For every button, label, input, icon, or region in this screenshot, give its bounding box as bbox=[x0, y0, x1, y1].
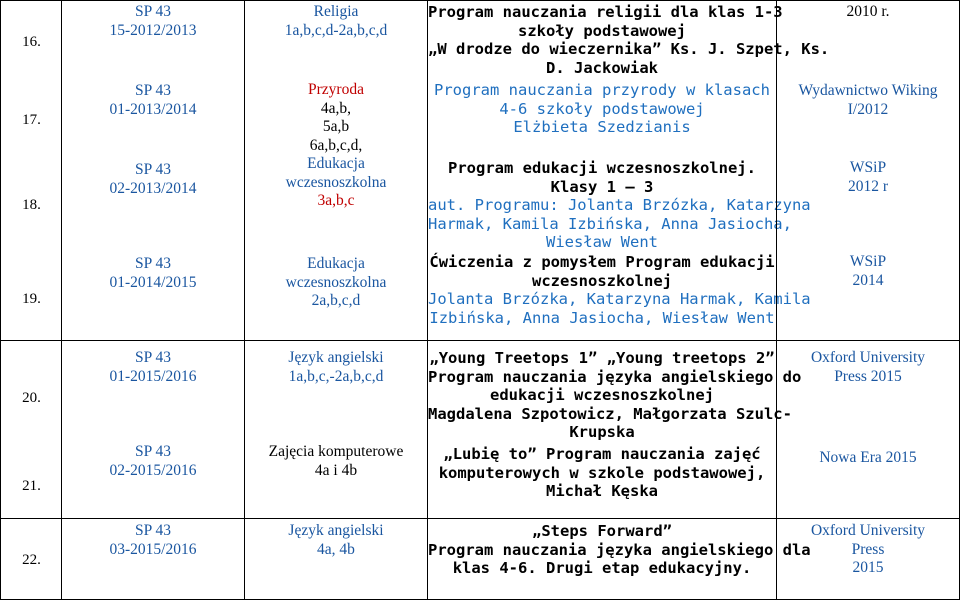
publisher-19: WSiP 2014 bbox=[849, 253, 887, 289]
table-block-20-21 bbox=[0, 340, 960, 519]
row-number-18: 18. bbox=[22, 197, 41, 213]
subject-column bbox=[244, 1, 427, 341]
program-description-column bbox=[427, 519, 811, 599]
publisher-column bbox=[776, 519, 960, 599]
subject-20: Język angielski 1a,b,c,-2a,b,c,d bbox=[288, 349, 384, 385]
row-number-16: 16. bbox=[22, 34, 41, 50]
row-number-22: 22. bbox=[22, 552, 41, 568]
publisher-column bbox=[776, 341, 960, 519]
program-19: Ćwiczenia z pomysłem Program edukacji wczesnoszkolnej Jolanta Brzózka, Katarzyna Harmak, Kamila Izbińska, Anna Jasiocha, Wiesław Went bbox=[428, 253, 811, 327]
program-description-column bbox=[427, 1, 830, 341]
row-number-19: 19. bbox=[22, 291, 41, 307]
program-description-column bbox=[427, 341, 802, 519]
subject-column bbox=[244, 519, 427, 599]
row-number-17: 17. bbox=[22, 112, 41, 128]
program-21: „Lubię to” Program nauczania zajęć komputerowych w szkole podstawowej, Michał Kęska bbox=[438, 445, 766, 500]
subject-21: Zajęcia komputerowe 4a i 4b bbox=[268, 443, 404, 479]
subject-22: Język angielski 4a, 4b bbox=[288, 522, 384, 558]
program-22: „Steps Forward” Program nauczania języka angielskiego dla klas 4-6. Drugi etap edukacyjny. bbox=[428, 522, 811, 577]
program-id-20: SP 43 01-2015/2016 bbox=[109, 349, 197, 385]
publisher-column bbox=[776, 1, 960, 341]
program-id-column bbox=[61, 1, 244, 341]
program-20: „Young Treetops 1” „Young treetops 2” Program nauczania języka angielskiego do edukacji wczesnoszkolnej Magdalena Szpotowicz, Małgorzata Szulc- Krupska bbox=[428, 349, 802, 441]
table-block-22 bbox=[0, 518, 960, 600]
program-16: Program nauczania religii dla klas 1-3 szkoły podstawowej „W drodze do wieczernika” Ks. J. Szpet, Ks. D. Jackowiak bbox=[428, 3, 830, 77]
program-id-21: SP 43 02-2015/2016 bbox=[109, 443, 197, 479]
subject-17-18: Przyroda 4a,b, 5a,b 6a,b,c,d, Edukacja wczesnoszkolna 3a,b,c bbox=[285, 81, 387, 209]
program-id-22: SP 43 03-2015/2016 bbox=[109, 522, 197, 558]
row-number-20: 20. bbox=[22, 390, 41, 406]
program-17: Program nauczania przyrody w klasach 4-6 szkoły podstawowej Elżbieta Szedzianis bbox=[434, 81, 770, 136]
program-id-17: SP 43 01-2013/2014 bbox=[109, 82, 197, 118]
publisher-17: Wydawnictwo Wiking I/2012 bbox=[798, 82, 938, 118]
program-id-column bbox=[61, 341, 244, 519]
number-column bbox=[0, 341, 61, 519]
subject-column bbox=[244, 341, 427, 519]
publisher-20: Oxford University Press 2015 bbox=[810, 349, 926, 385]
program-id-16: SP 43 15-2012/2013 bbox=[109, 3, 197, 39]
program-id-18: SP 43 02-2013/2014 bbox=[109, 161, 197, 197]
program-id-column bbox=[61, 519, 244, 599]
publisher-22: Oxford University Press 2015 bbox=[810, 522, 926, 576]
publisher-21: Nowa Era 2015 bbox=[819, 449, 917, 466]
publisher-18: WSiP 2012 r bbox=[847, 159, 889, 195]
program-18: Program edukacji wczesnoszkolnej. Klasy 1 – 3 aut. Programu: Jolanta Brzózka, Katarzyna Harmak, Kamila Izbińska, Anna Jasiocha, Wiesław Went bbox=[428, 159, 811, 251]
number-column bbox=[0, 1, 61, 341]
publisher-16: 2010 r. bbox=[846, 3, 890, 20]
subject-16: Religia 1a,b,c,d-2a,b,c,d bbox=[284, 3, 388, 39]
program-id-19: SP 43 01-2014/2015 bbox=[109, 255, 197, 291]
subject-19: Edukacja wczesnoszkolna 2a,b,c,d bbox=[285, 255, 387, 309]
row-number-21: 21. bbox=[22, 478, 41, 494]
number-column bbox=[0, 519, 61, 599]
